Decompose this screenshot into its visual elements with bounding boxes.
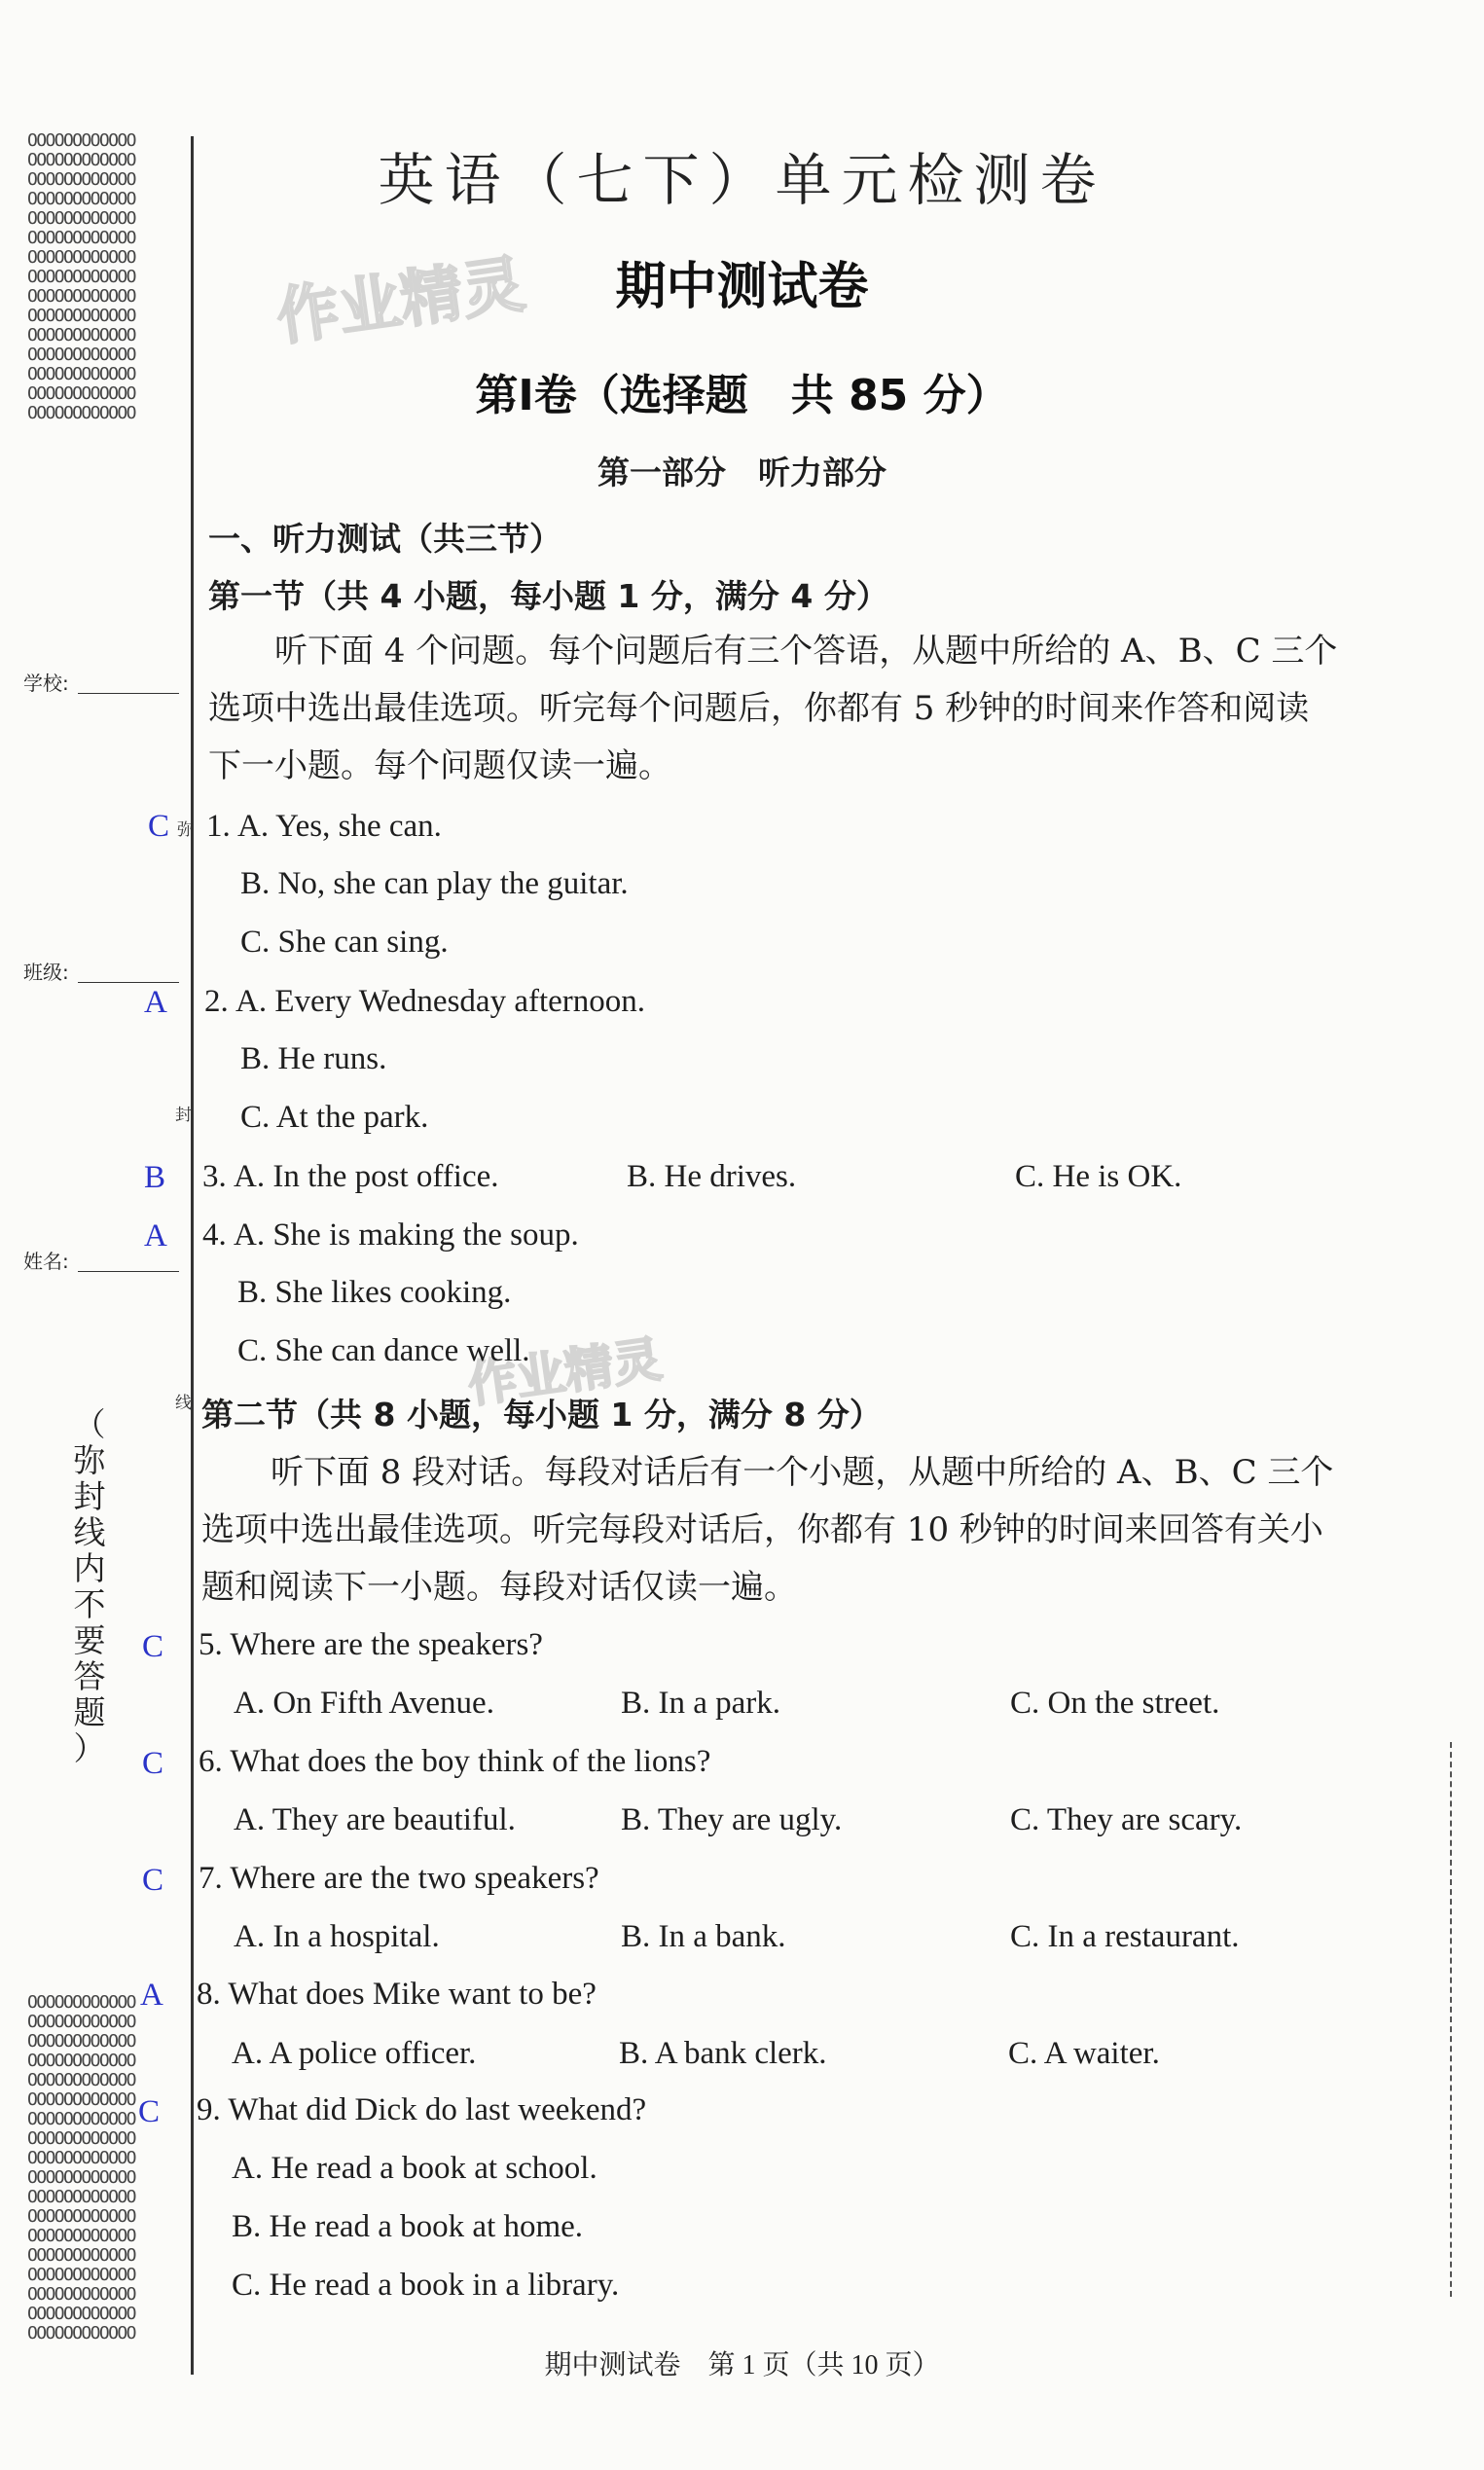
page-title: 英语（七下）单元检测卷	[378, 147, 1106, 213]
question-stem-q7: 7. Where are the two speakers?	[199, 1861, 599, 1896]
school-label: 学校:	[23, 672, 69, 695]
seal-char-feng: 封	[175, 1106, 192, 1125]
watermark-logo-2: 作业精灵	[464, 1330, 666, 1414]
option-q6-a: A. They are beautiful.	[234, 1802, 516, 1837]
question-number-q3: 3.	[202, 1159, 227, 1194]
answer-mark-q5: C	[142, 1629, 164, 1664]
section1-instruction-line1: 听下面 4 个问题。每个问题后有三个答语，从题中所给的 A、B、C 三个	[274, 632, 1338, 671]
seal-warning: （ 弥 封 线 内 不 要 答 题 ）	[73, 1405, 106, 1767]
option-q1-a: A. Yes, she can.	[237, 809, 442, 844]
option-q3-b: B. He drives.	[627, 1159, 797, 1194]
section2-instruction-line2: 选项中选出最佳选项。听完每段对话后，你都有 10 秒钟的时间来回答有关小	[201, 1510, 1323, 1549]
class-label: 班级:	[23, 961, 69, 984]
answer-mark-q4: A	[144, 1218, 167, 1253]
option-q2-b: B. He runs.	[240, 1041, 387, 1076]
question-number-q4: 4.	[202, 1217, 227, 1253]
answer-mark-q3: B	[144, 1160, 166, 1195]
binding-circle-pattern-bottom: OOOOOOOOOOOO OOOOOOOOOOOO OOOOOOOOOOOO OOOOOOOOOOOO OOOOOOOOOOOO OOOOOOOOOOOO OOOOOOOOOOOO OOOOOOOOOOOO OOOOOOOOOOOO OOOOOOOOOOOO OOOOOOOOOOOO OOOOOOOOOOOO OOOOOOOOOOOO OOOOOOOOOOOO OOOOOOOOOOOO OOOOOOOOOOOO OOOOOOOOOOOO OOOOOOOOOOOO	[27, 1993, 135, 2343]
option-q3-a: A. In the post office.	[234, 1159, 499, 1194]
option-q5-c: C. On the street.	[1010, 1686, 1220, 1721]
name-label: 姓名:	[23, 1250, 69, 1273]
section1-instruction-line3: 下一小题。每个问题仅读一遍。	[208, 746, 671, 785]
question-stem-q5: 5. Where are the speakers?	[199, 1627, 543, 1662]
section2-instruction-line1: 听下面 8 段对话。每段对话后有一个小题，从题中所给的 A、B、C 三个	[271, 1453, 1334, 1492]
page-footer: 期中测试卷 第 1 页（共 10 页）	[544, 2350, 940, 2380]
class-field[interactable]	[78, 982, 179, 983]
option-q7-c: C. In a restaurant.	[1010, 1919, 1240, 1954]
section1-instruction-line2: 选项中选出最佳选项。听完每个问题后，你都有 5 秒钟的时间来作答和阅读	[208, 689, 1310, 728]
option-q8-a: A. A police officer.	[232, 2036, 477, 2071]
answer-mark-q9: C	[138, 2094, 161, 2129]
question-number-q2: 2.	[204, 984, 229, 1019]
answer-mark-q6: C	[142, 1746, 164, 1781]
option-q4-a: A. She is making the soup.	[234, 1217, 579, 1253]
option-q6-b: B. They are ugly.	[621, 1802, 843, 1837]
option-q3-c: C. He is OK.	[1015, 1159, 1182, 1194]
option-q4-c: C. She can dance well.	[237, 1333, 530, 1368]
school-field[interactable]	[78, 693, 179, 694]
option-q9-b: B. He read a book at home.	[232, 2209, 584, 2244]
seal-char-xian: 线	[175, 1394, 192, 1413]
option-q7-b: B. In a bank.	[621, 1919, 786, 1954]
section2-instruction-line3: 题和阅读下一小题。每段对话仅读一遍。	[201, 1568, 797, 1607]
answer-mark-q2: A	[144, 985, 167, 1020]
option-q9-c: C. He read a book in a library.	[232, 2268, 620, 2303]
binding-circle-pattern-top: OOOOOOOOOOOO OOOOOOOOOOOO OOOOOOOOOOOO OOOOOOOOOOOO OOOOOOOOOOOO OOOOOOOOOOOO OOOOOOOOOOOO OOOOOOOOOOOO OOOOOOOOOOOO OOOOOOOOOOOO OOOOOOOOOOOO OOOOOOOOOOOO OOOOOOOOOOOO OOOOOOOOOOOO OOOOOOOOOOOO	[27, 131, 135, 423]
section-heading: 一、听力测试（共三节）	[208, 520, 561, 558]
option-q8-b: B. A bank clerk.	[619, 2036, 827, 2071]
option-q9-a: A. He read a book at school.	[232, 2151, 597, 2186]
question-stem-q6: 6. What does the boy think of the lions?	[199, 1744, 711, 1779]
option-q2-c: C. At the park.	[240, 1100, 429, 1135]
question-number-q1: 1.	[206, 809, 231, 844]
option-q7-a: A. In a hospital.	[234, 1919, 440, 1954]
option-q5-a: A. On Fifth Avenue.	[234, 1686, 494, 1721]
right-dashed-line	[1450, 1742, 1452, 2297]
option-q1-b: B. No, she can play the guitar.	[240, 866, 629, 901]
option-q2-a: A. Every Wednesday afternoon.	[235, 984, 646, 1019]
option-q4-b: B. She likes cooking.	[237, 1275, 512, 1310]
option-q5-b: B. In a park.	[621, 1686, 781, 1721]
watermark-logo: 作业精灵	[271, 248, 529, 355]
answer-mark-q1: C	[148, 809, 170, 844]
option-q1-c: C. She can sing.	[240, 925, 449, 960]
section2-subheading: 第二节（共 8 小题，每小题 1 分，满分 8 分）	[201, 1396, 882, 1434]
name-field[interactable]	[78, 1271, 179, 1272]
answer-mark-q7: C	[142, 1863, 164, 1898]
answer-mark-q8: A	[140, 1978, 163, 2013]
question-stem-q9: 9. What did Dick do last weekend?	[197, 2092, 647, 2127]
option-q8-c: C. A waiter.	[1008, 2036, 1160, 2071]
part-title: 第一部分 听力部分	[597, 454, 887, 491]
section1-subheading: 第一节（共 4 小题，每小题 1 分，满分 4 分）	[208, 577, 888, 615]
exam-title: 期中测试卷	[615, 258, 869, 316]
volume-title: 第Ⅰ卷（选择题 共 85 分）	[475, 371, 1009, 420]
seal-char-mi: 弥	[177, 820, 194, 840]
option-q6-c: C. They are scary.	[1010, 1802, 1243, 1837]
question-stem-q8: 8. What does Mike want to be?	[197, 1977, 597, 2012]
